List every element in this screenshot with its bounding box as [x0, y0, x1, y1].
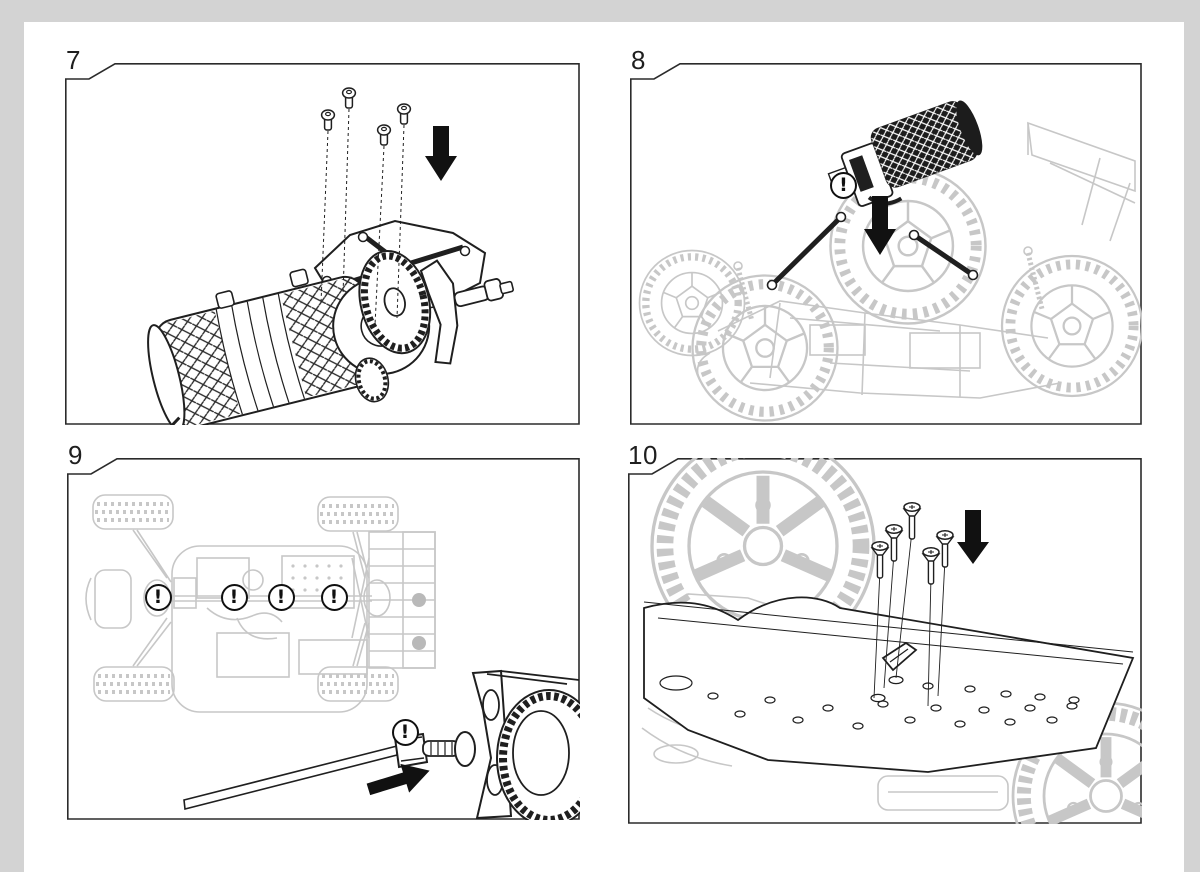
- attention-icon: !: [145, 584, 172, 611]
- step-10-illustration: [628, 458, 1142, 824]
- flathead-screw-icon: [872, 503, 953, 584]
- step-number-9: 9: [68, 440, 83, 470]
- step-number-10: 10: [628, 440, 658, 470]
- step-panel-9: [67, 440, 580, 820]
- drivepin-detail-drawing: [184, 671, 580, 820]
- step-9-illustration: [67, 458, 580, 820]
- step-8-illustration: [630, 63, 1142, 425]
- step-panel-7: [65, 45, 580, 425]
- attention-icon: !: [392, 719, 419, 746]
- step-panel-8: [630, 45, 1142, 425]
- attention-icon: !: [830, 172, 857, 199]
- step-number-7: 7: [66, 45, 81, 75]
- attention-icon: !: [268, 584, 295, 611]
- manual-paper: [24, 22, 1184, 872]
- step-panel-10: [628, 440, 1142, 824]
- attention-icon: !: [221, 584, 248, 611]
- step-7-illustration: [65, 63, 580, 425]
- down-arrow-icon: [957, 510, 989, 564]
- step-number-8: 8: [631, 45, 646, 75]
- down-arrow-icon: [425, 126, 457, 181]
- button-screw-icon: [322, 88, 411, 145]
- chassis-topview-ghost-drawing: [86, 495, 435, 712]
- attention-icon: !: [321, 584, 348, 611]
